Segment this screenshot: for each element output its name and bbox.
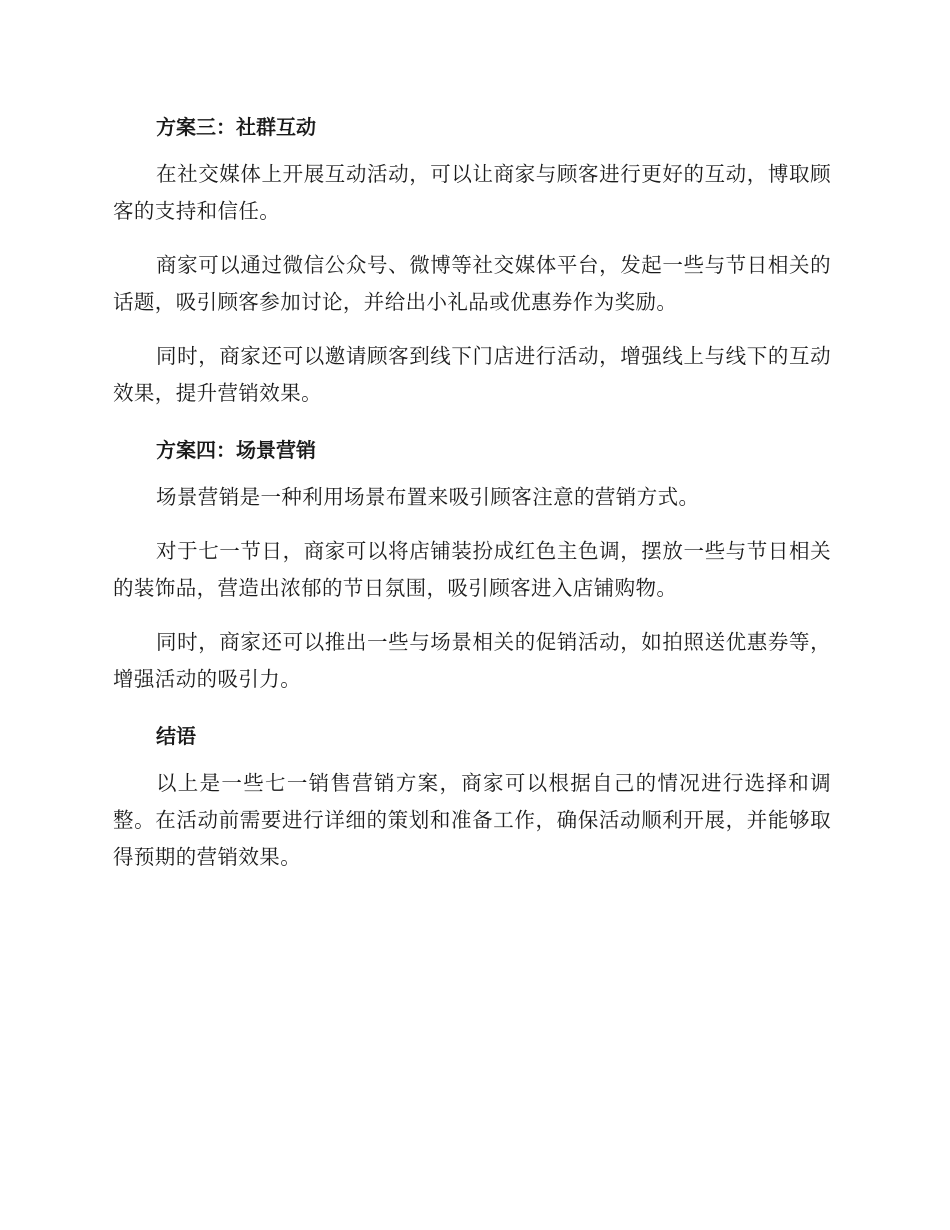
document-page xyxy=(113,104,831,876)
paragraph: 同时，商家还可以推出一些与场景相关的促销活动，如拍照送优惠券等，增强活动的吸引力。 xyxy=(113,630,831,691)
paragraph: 在社交媒体上开展互动活动，可以让商家与顾客进行更好的互动，博取顾客的支持和信任。 xyxy=(113,162,831,223)
paragraph: 商家可以通过微信公众号、微博等社交媒体平台，发起一些与节日相关的话题，吸引顾客参加讨论，并给出小礼品或优惠券作为奖励。 xyxy=(113,253,831,314)
paragraph: 同时，商家还可以邀请顾客到线下门店进行活动，增强线上与线下的互动效果，提升营销效果。 xyxy=(113,344,831,405)
section-heading-plan-four: 方案四：场景营销 xyxy=(156,438,316,462)
paragraph: 对于七一节日，商家可以将店铺装扮成红色主色调，摆放一些与节日相关的装饰品，营造出浓郁的节日氛围，吸引顾客进入店铺购物。 xyxy=(113,539,831,600)
section-heading-plan-three: 方案三：社群互动 xyxy=(156,115,316,139)
paragraph: 场景营销是一种利用场景布置来吸引顾客注意的营销方式。 xyxy=(156,485,700,509)
section-heading-conclusion: 结语 xyxy=(156,724,196,748)
paragraph: 以上是一些七一销售营销方案，商家可以根据自己的情况进行选择和调整。在活动前需要进行详细的策划和准备工作，确保活动顺利开展，并能够取得预期的营销效果。 xyxy=(113,771,831,869)
